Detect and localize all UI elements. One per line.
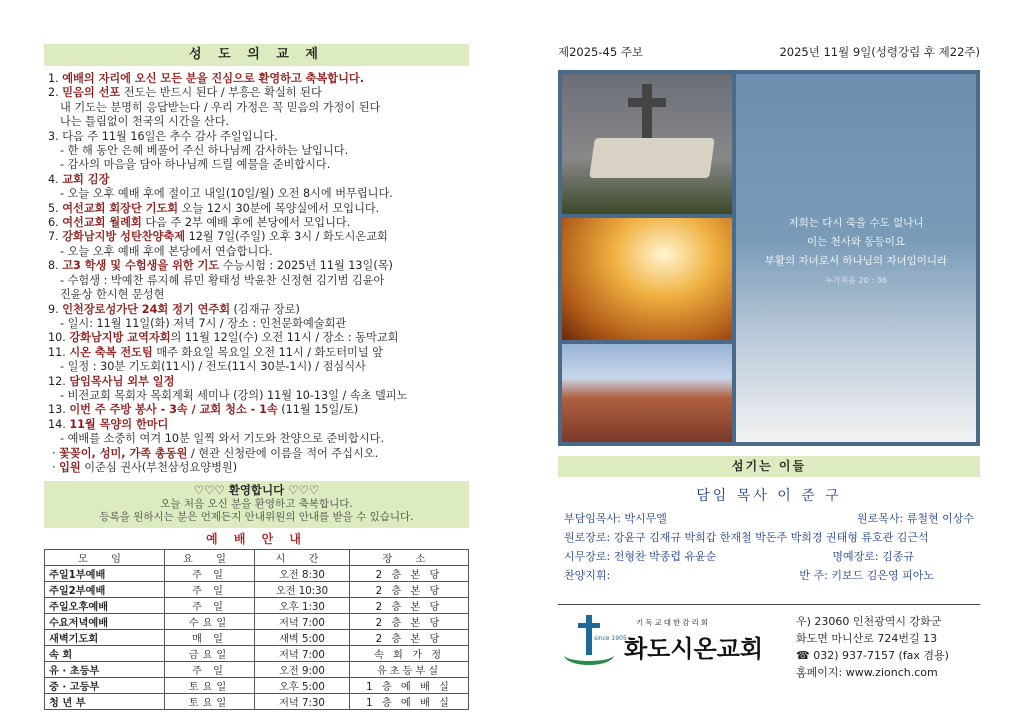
bible-verse <box>736 214 976 286</box>
news-item <box>48 259 469 273</box>
left-panel <box>44 44 469 710</box>
table-header: 요 일 <box>165 550 255 566</box>
news-highlight: 11월 목양의 한마디 <box>69 417 169 431</box>
bullet-text: / 현관 신청란에 이름을 적어 주십시오. <box>187 446 379 460</box>
table-cell: 오후 1:30 <box>255 598 350 614</box>
news-number: 5. <box>48 201 59 215</box>
news-number: 3. <box>48 129 59 143</box>
choir-director: 찬양지휘: <box>564 569 611 582</box>
photo-resurrection-painting <box>562 218 732 340</box>
news-item <box>48 86 469 100</box>
news-text: 매주 화요일 목요일 오전 11시 / 화도터미널 앞 <box>152 345 383 359</box>
worship-table <box>44 549 469 710</box>
table-row <box>45 694 469 710</box>
table-row <box>45 662 469 678</box>
address-line: 화도면 마니산로 724번길 13 <box>796 632 938 645</box>
news-item <box>48 72 469 86</box>
news-number: 14. <box>48 417 66 431</box>
table-cell: 주 일 <box>165 598 255 614</box>
news-item <box>48 375 469 389</box>
news-number: 11. <box>48 345 66 359</box>
news-highlight: 강화남지방 성탄찬양축제 <box>62 230 186 244</box>
honorary-elder: 명예장로: 김종규 <box>832 550 914 563</box>
verse-line: 부활의 자녀로서 하나님의 자녀임이니라 <box>764 255 948 267</box>
news-number: 13. <box>48 403 66 417</box>
news-text: (김재규 장로) <box>230 302 300 316</box>
table-cell: 새벽기도회 <box>45 630 165 646</box>
news-item <box>48 303 469 317</box>
footer <box>558 604 980 680</box>
sky-clouds <box>736 74 976 442</box>
news-number: 8. <box>48 259 59 273</box>
table-cell: 주 일 <box>165 582 255 598</box>
address-line: 우) 23060 인천광역시 강화군 <box>796 615 942 628</box>
table-cell: 수요일 <box>165 614 255 630</box>
table-cell: 새벽 5:00 <box>255 630 350 646</box>
news-subline: - 오늘 오후 예배 후에 절이고 내일(10일/월) 오전 8시에 버무립니다. <box>60 187 393 201</box>
news-subline: 내 기도는 분명히 응답받는다 / 우리 가정은 꼭 믿음의 가정이 된다 <box>60 100 381 114</box>
news-highlight: 강화남지방 교역자회 <box>69 331 171 345</box>
table-row <box>45 598 469 614</box>
worship-title: 예 배 안 내 <box>206 532 307 547</box>
news-text: 의 11월 12일(수) 오전 11시 / 장소 : 동막교회 <box>170 331 399 345</box>
table-cell: 2 층 본 당 <box>350 614 469 630</box>
news-item <box>48 230 469 244</box>
news-highlight: 여선교회 월례회 <box>62 216 142 230</box>
news-highlight: 예배의 자리에 오신 모든 분을 진심으로 환영하고 축복합니다. <box>62 72 364 85</box>
news-highlight: 고3 학생 및 수험생을 위한 기도 <box>62 259 220 273</box>
news-item <box>48 216 469 230</box>
table-cell: 저녁 7:00 <box>255 614 350 630</box>
website: 홈페이지: www.zionch.com <box>796 666 938 679</box>
emeritus-pastor: 원로목사: 류철현 이상수 <box>857 512 974 525</box>
table-cell: 오전 9:00 <box>255 662 350 678</box>
church-address <box>796 613 949 681</box>
verse-line: 이는 천사와 동등이요 <box>807 236 905 248</box>
table-cell: 오전 8:30 <box>255 566 350 582</box>
logo-year: since 1905 <box>594 635 627 642</box>
associate-pastor: 부담임목사: 박시무엘 <box>564 512 667 525</box>
table-cell: 금요일 <box>165 646 255 662</box>
book-icon <box>589 138 715 178</box>
issue-number: 제2025-45 주보 <box>558 45 644 59</box>
news-subline: - 비전교회 목회자 목회계획 세미나 (강의) 11월 10-13일 / 속초 델피노 <box>60 388 408 402</box>
news-header: 성 도 의 교 제 <box>44 44 469 66</box>
table-row <box>45 614 469 630</box>
news-highlight: 담임목사님 외부 일정 <box>69 374 175 388</box>
table-cell: 2 층 본 당 <box>350 598 469 614</box>
table-row <box>45 678 469 694</box>
news-number: 7. <box>48 230 59 244</box>
news-highlight: 믿음의 선포 <box>62 86 121 100</box>
table-cell: 유초등부실 <box>350 662 469 678</box>
news-item <box>48 403 469 417</box>
table-cell: 수요저녁예배 <box>45 614 165 630</box>
news-number: 2. <box>48 86 59 100</box>
senior-pastor: 담임 목사 이 준 구 <box>696 488 842 504</box>
news-number: 4. <box>48 172 59 186</box>
table-header: 장 소 <box>350 550 469 566</box>
table-cell: 주일오후예배 <box>45 598 165 614</box>
right-panel <box>558 44 980 585</box>
news-text: 다음 주 2부 예배 후에 본당에서 모입니다. <box>141 216 351 230</box>
table-row <box>45 630 469 646</box>
news-item <box>48 346 469 360</box>
news-subline: - 감사의 마음을 담아 하나님께 드릴 예물을 준비합시다. <box>60 158 331 172</box>
bullet-item: · 꽃꽂이, 성미, 가족 총동원 / 현관 신청란에 이름을 적어 주십시오. <box>52 446 379 460</box>
table-cell: 주일1부예배 <box>45 566 165 582</box>
issue-bar <box>558 44 980 60</box>
table-header: 시 간 <box>255 550 350 566</box>
table-cell: 저녁 7:00 <box>255 646 350 662</box>
table-cell: 토요일 <box>165 694 255 710</box>
news-highlight: 여선교회 회장단 기도회 <box>62 201 179 215</box>
cross-icon <box>642 84 652 144</box>
news-highlight: 시온 축복 전도팀 <box>69 345 153 359</box>
news-subline: - 수험생 : 박예찬 류지혜 류민 황태성 박윤찬 신정현 김기범 김윤아 <box>60 273 385 287</box>
table-cell: 1 층 예 배 실 <box>350 694 469 710</box>
table-cell: 2 층 본 당 <box>350 566 469 582</box>
table-cell: 1 층 예 배 실 <box>350 678 469 694</box>
church-name: 화도시온교회 <box>624 635 764 663</box>
news-item <box>48 418 469 432</box>
cross-icon <box>628 98 666 107</box>
denomination: 기독교대한감리회 <box>636 618 710 627</box>
servants-header: 섬기는 이들 <box>558 456 980 477</box>
logo-cross-icon <box>586 615 592 655</box>
phone-number: ☎ 032) 937-7157 (fax 겸용) <box>796 649 949 662</box>
table-cell: 주 일 <box>165 566 255 582</box>
news-list <box>44 72 469 475</box>
news-item <box>48 202 469 216</box>
news-subline: 나는 틀림없이 천국의 시간을 산다. <box>60 115 230 129</box>
news-subline: 진윤상 한시현 문성현 <box>60 288 165 302</box>
news-text: 전도는 반드시 된다 / 부흥은 확실히 된다 <box>120 86 322 100</box>
table-cell: 토요일 <box>165 678 255 694</box>
table-cell: 유 · 초등부 <box>45 662 165 678</box>
news-text: 12월 7일(주일) 오후 3시 / 화도시온교회 <box>185 230 388 244</box>
staff-list <box>558 509 980 585</box>
bullet-highlight: 입원 <box>59 460 81 474</box>
emeritus-elders: 원로장로: 강윤구 김재규 박희갑 한재철 박돈주 박희경 권태형 류호관 김근석 <box>564 531 929 544</box>
table-row <box>45 582 469 598</box>
table-cell: 매 일 <box>165 630 255 646</box>
photo-cross-bible <box>562 74 732 214</box>
table-cell: 2 층 본 당 <box>350 630 469 646</box>
table-cell: 속 회 가 정 <box>350 646 469 662</box>
table-cell: 주일2부예배 <box>45 582 165 598</box>
news-text: 오늘 12시 30분에 목양실에서 모입니다. <box>178 201 380 215</box>
table-row <box>45 566 469 582</box>
welcome-title: ♡♡♡ 환영합니다 ♡♡♡ <box>193 483 320 498</box>
table-header: 모 임 <box>45 550 165 566</box>
table-cell: 주 일 <box>165 662 255 678</box>
bullet-highlight: 꽃꽂이, 성미, 가족 총동원 <box>59 446 188 460</box>
news-item <box>48 331 469 345</box>
news-text: 다음 주 11월 16일은 추수 감사 주일입니다. <box>62 129 278 143</box>
news-number: 6. <box>48 216 59 230</box>
table-row <box>45 646 469 662</box>
accompanist: 반 주: 키보드 김은영 피아노 <box>799 569 934 582</box>
table-cell: 청 년 부 <box>45 694 165 710</box>
news-highlight: 교회 김장 <box>62 172 110 186</box>
news-number: 10. <box>48 331 66 345</box>
news-subline: - 일시: 11월 11일(화) 저녁 7시 / 장소 : 인천문화예술회관 <box>60 316 347 330</box>
acting-elders: 시무장로: 전형찬 박종렵 유윤순 <box>564 550 717 563</box>
news-highlight: 이번 주 주방 봉사 - 3속 / 교회 청소 - 1속 <box>69 403 278 417</box>
photo-church-building <box>562 344 732 442</box>
news-subline: - 오늘 오후 예배 후에 본당에서 연습합니다. <box>60 244 273 258</box>
news-item <box>48 173 469 187</box>
bullet-item: · 입원 이준심 권사(부천삼성요양병원) <box>52 460 238 474</box>
table-cell: 2 층 본 당 <box>350 582 469 598</box>
welcome-box <box>44 481 469 528</box>
welcome-line: 오늘 처음 오신 분을 환영하고 축복합니다. <box>160 498 353 511</box>
news-subline: - 한 해 동안 은혜 베풀어 주신 하나님께 감사하는 날입니다. <box>60 144 349 158</box>
logo-cross-icon <box>578 623 600 628</box>
news-number: 9. <box>48 302 59 316</box>
table-cell: 중 · 고등부 <box>45 678 165 694</box>
church-logo <box>564 613 774 673</box>
bullet-text: 이준심 권사(부천삼성요양병원) <box>80 460 238 474</box>
news-number: 12. <box>48 374 66 388</box>
verse-line: 저희는 다시 죽을 수도 없나니 <box>788 217 924 229</box>
issue-date: 2025년 11월 9일(성령강림 후 제22주) <box>779 45 980 59</box>
news-item <box>48 130 469 144</box>
welcome-line: 등록을 원하시는 분은 언제든지 안내위원의 안내를 받을 수 있습니다. <box>99 511 414 524</box>
table-cell: 오후 5:00 <box>255 678 350 694</box>
cover-image <box>558 70 980 446</box>
news-subline: - 예배를 소중히 여겨 10분 일찍 와서 기도와 찬양으로 준비합시다. <box>60 432 385 446</box>
table-cell: 속 회 <box>45 646 165 662</box>
table-cell: 오전 10:30 <box>255 582 350 598</box>
news-subline: - 일정 : 30분 기도회(11시) / 전도(11시 30분-1시) / 점심식사 <box>60 360 366 374</box>
news-highlight: 인천장로성가단 24회 정기 연주회 <box>62 302 230 316</box>
news-number: 1. <box>48 72 59 85</box>
verse-reference: 누가복음 20 : 36 <box>825 276 887 285</box>
news-text: (11월 15일/토) <box>277 403 359 417</box>
news-text: 수능시험 : 2025년 11월 13일(목) <box>219 259 393 273</box>
table-cell: 저녁 7:30 <box>255 694 350 710</box>
